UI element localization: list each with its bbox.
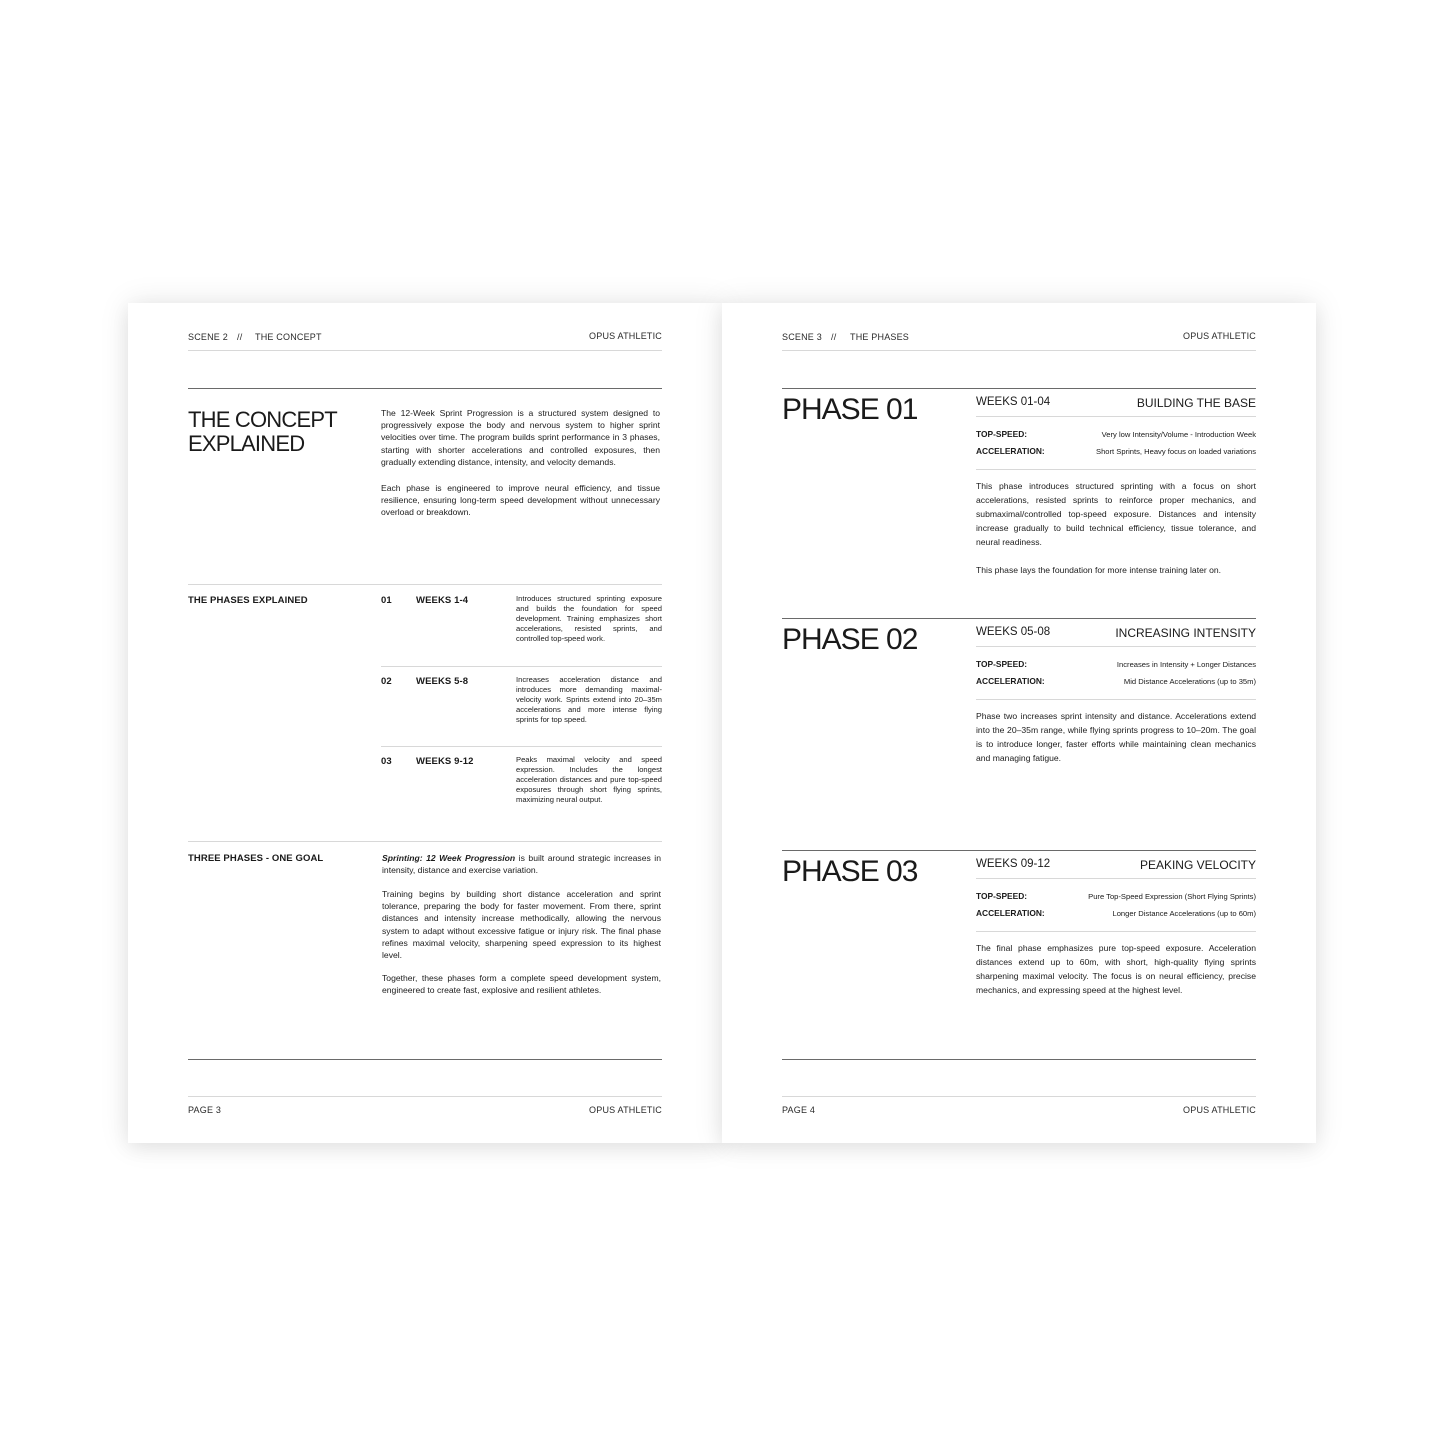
phase-paragraph-2: This phase lays the foundation for more intense training later on. <box>976 565 1222 575</box>
top-speed-value: Increases in Intensity + Longer Distances <box>1116 660 1256 669</box>
concept-paragraph-2: Each phase is engineered to improve neural efficiency, and tissue resilience, ensuring long-term speed development without unnecessary overload or breakdown. <box>381 483 660 518</box>
header-brand: OPUS ATHLETIC <box>1183 331 1256 341</box>
header-divider <box>782 350 1256 351</box>
goal-paragraph-3: Together, these phases form a complete speed development system, engineered to create fast, explosive and resilient athletes. <box>382 973 661 996</box>
phase-number: 02 <box>381 676 392 687</box>
phase-description: Peaks maximal velocity and speed expression. Includes the longest acceleration distances and pure top-speed exposures through short flying sprints, maximizing neural output. <box>516 755 662 804</box>
goal-paragraph-1: Sprinting: 12 Week Progression is built around strategic increases in intensity, distance and exercise variation. <box>382 853 661 876</box>
footer-page-number: PAGE 3 <box>188 1105 222 1115</box>
header-brand: OPUS ATHLETIC <box>589 331 662 341</box>
top-speed-label: TOP-SPEED: <box>976 891 1028 901</box>
header-section: THE PHASES <box>850 332 910 342</box>
phase-weeks: WEEKS 05-08 <box>976 626 1051 638</box>
phase-paragraph-1: This phase introduces structured sprinting with a focus on short accelerations, resisted sprints to reinforce proper mechanics, and submaximal/controlled top-speed exposure. Distances and intensity increase gradually to build technical efficiency, tissue tolerance, and neural readiness. <box>976 481 1256 547</box>
footer-brand: OPUS ATHLETIC <box>1183 1105 1256 1115</box>
phase-name: PEAKING VELOCITY <box>1139 858 1256 872</box>
phase-weeks: WEEKS 5-8 <box>416 676 469 687</box>
bottom-rule <box>188 1059 662 1060</box>
header-divider <box>188 350 662 351</box>
phase-title: PHASE 03 <box>782 855 918 888</box>
top-speed-value: Very low Intensity/Volume - Introduction Week <box>1101 430 1256 439</box>
phase-row-divider <box>381 746 662 747</box>
phase-title: PHASE 01 <box>782 393 918 426</box>
goal-divider <box>188 841 662 842</box>
phase-paragraph-1: Phase two increases sprint intensity and distance. Accelerations extend into the 20–35m range, while flying sprints progress to 10–20m. The goal is to introduce longer, faster efforts while maintaining clean mechanics and managing fatigue. <box>976 711 1256 763</box>
acceleration-label: ACCELERATION: <box>976 446 1045 456</box>
top-speed-value: Pure Top-Speed Expression (Short Flying Sprints) <box>1088 892 1256 901</box>
concept-title: THE CONCEPT EXPLAINED <box>188 407 337 456</box>
footer-divider <box>188 1096 662 1097</box>
phase-weeks: WEEKS 09-12 <box>976 858 1051 870</box>
header-separator: // <box>237 332 243 342</box>
header-scene: SCENE 2 <box>188 332 228 342</box>
page-3 <box>128 303 722 1143</box>
phase-weeks: WEEKS 9-12 <box>416 756 474 767</box>
top-speed-label: TOP-SPEED: <box>976 659 1028 669</box>
footer-divider <box>782 1096 1256 1097</box>
top-speed-label: TOP-SPEED: <box>976 429 1028 439</box>
goal-label: THREE PHASES - ONE GOAL <box>188 853 324 864</box>
spec-divider <box>976 469 1256 470</box>
spec-divider <box>976 931 1256 932</box>
acceleration-value: Short Sprints, Heavy focus on loaded variations <box>1096 447 1256 456</box>
phase-name-divider <box>976 878 1256 879</box>
phase-number: 01 <box>381 595 392 606</box>
acceleration-label: ACCELERATION: <box>976 908 1045 918</box>
goal-paragraph-2: Training begins by building short distance acceleration and sprint tolerance, preparing the body for faster movement. From there, sprint distances and intensity increase methodically, allowing the nervous system to adapt without excessive fatigue or injury risk. The final phase refines maximal velocity, sharpening speed expression to its highest level. <box>382 889 661 961</box>
top-rule <box>188 388 662 389</box>
phase-title: PHASE 02 <box>782 623 918 656</box>
bottom-rule <box>782 1059 1256 1060</box>
page-4 <box>722 303 1316 1143</box>
phase-description: Increases acceleration distance and introduces more demanding maximal-velocity work. Sprints extend into 20–35m accelerations and more intense flying sprints for top speed. <box>516 675 662 724</box>
phase-name: INCREASING INTENSITY <box>1115 626 1256 640</box>
phase-name: BUILDING THE BASE <box>1136 396 1256 410</box>
phase-rule <box>782 850 1256 851</box>
header-section: THE CONCEPT <box>255 332 322 342</box>
phase-rule <box>782 618 1256 619</box>
phases-divider <box>188 584 662 585</box>
footer-brand: OPUS ATHLETIC <box>589 1105 662 1115</box>
acceleration-label: ACCELERATION: <box>976 676 1045 686</box>
phase-name-divider <box>976 646 1256 647</box>
phase-number: 03 <box>381 756 392 767</box>
concept-paragraph-1: The 12-Week Sprint Progression is a structured system designed to progressively expose the body and nervous system to higher sprint velocities over time. The program builds sprint performance in 3 phases, starting with shorter accelerations and controlled exposures, then gradually extending distance, intensity, and velocity demands. <box>381 408 660 467</box>
phase-paragraph-1: The final phase emphasizes pure top-speed exposure. Acceleration distances extend up to 60m, with short, high-quality flying sprints sharpening maximal velocity. The focus is on neural efficiency, precise mechanics, and expressing speed at the highest level. <box>976 943 1256 995</box>
header-separator: // <box>831 332 837 342</box>
phase-description: Introduces structured sprinting exposure and builds the foundation for speed development. Training emphasizes short accelerations, resisted sprints, and controlled top-speed work. <box>516 594 662 643</box>
phases-explained-label: THE PHASES EXPLAINED <box>188 595 308 606</box>
phase-row-divider <box>381 666 662 667</box>
phase-name-divider <box>976 416 1256 417</box>
acceleration-value: Longer Distance Accelerations (up to 60m) <box>1112 909 1256 918</box>
header-scene: SCENE 3 <box>782 332 822 342</box>
spec-divider <box>976 699 1256 700</box>
phase-rule <box>782 388 1256 389</box>
phase-weeks: WEEKS 01-04 <box>976 396 1051 408</box>
phase-weeks: WEEKS 1-4 <box>416 595 469 606</box>
acceleration-value: Mid Distance Accelerations (up to 35m) <box>1123 677 1256 686</box>
footer-page-number: PAGE 4 <box>782 1105 816 1115</box>
